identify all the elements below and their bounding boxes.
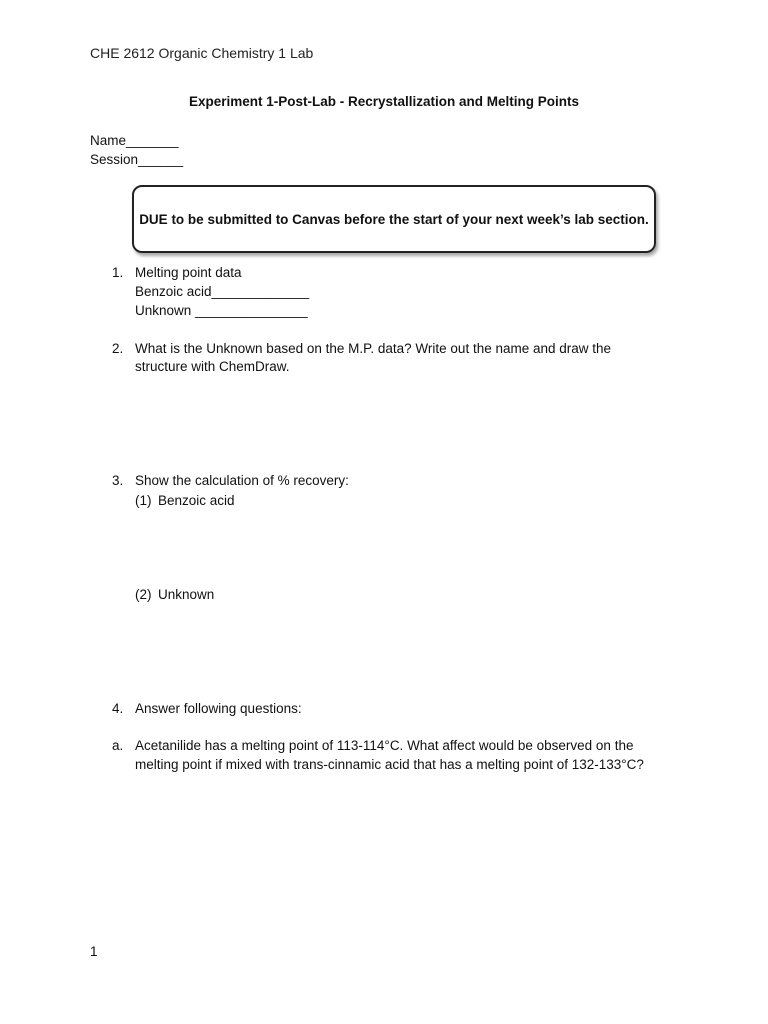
due-notice-box	[132, 185, 656, 253]
session-field: Session______	[90, 152, 184, 167]
q2-number: 2.	[112, 341, 124, 356]
document-header: CHE 2612 Organic Chemistry 1 Lab	[90, 45, 314, 61]
due-notice-text: DUE to be submitted to Canvas before the start of your next week’s lab section.	[139, 211, 649, 227]
q3-number: 3.	[112, 473, 124, 488]
q4-text: Answer following questions:	[135, 701, 302, 716]
page-number: 1	[90, 944, 98, 959]
q3-sub2-number: (2)	[135, 587, 152, 602]
q3-sub1-text: Benzoic acid	[158, 493, 235, 508]
q1-text: Melting point data	[135, 265, 242, 280]
q3-sub1-number: (1)	[135, 493, 152, 508]
qa-number: a.	[112, 738, 124, 753]
qa-text-line1: Acetanilide has a melting point of 113-114°C. What affect would be observed on the	[135, 738, 634, 753]
q2-text-line2: structure with ChemDraw.	[135, 359, 290, 374]
q4-number: 4.	[112, 701, 124, 716]
q2-text-line1: What is the Unknown based on the M.P. data? Write out the name and draw the	[135, 341, 612, 356]
page-title: Experiment 1-Post-Lab - Recrystallization and Melting Points	[188, 94, 580, 109]
qa-text-line2: melting point if mixed with trans-cinnamic acid that has a melting point of 132-133°C?	[135, 757, 644, 772]
name-field: Name_______	[90, 133, 179, 148]
q1-unknown-line: Unknown _______________	[135, 303, 308, 318]
q3-sub2-text: Unknown	[158, 587, 215, 602]
q3-text: Show the calculation of % recovery:	[135, 473, 349, 488]
q1-number: 1.	[112, 265, 124, 280]
q1-benzoic-line: Benzoic acid_____________	[135, 284, 310, 299]
